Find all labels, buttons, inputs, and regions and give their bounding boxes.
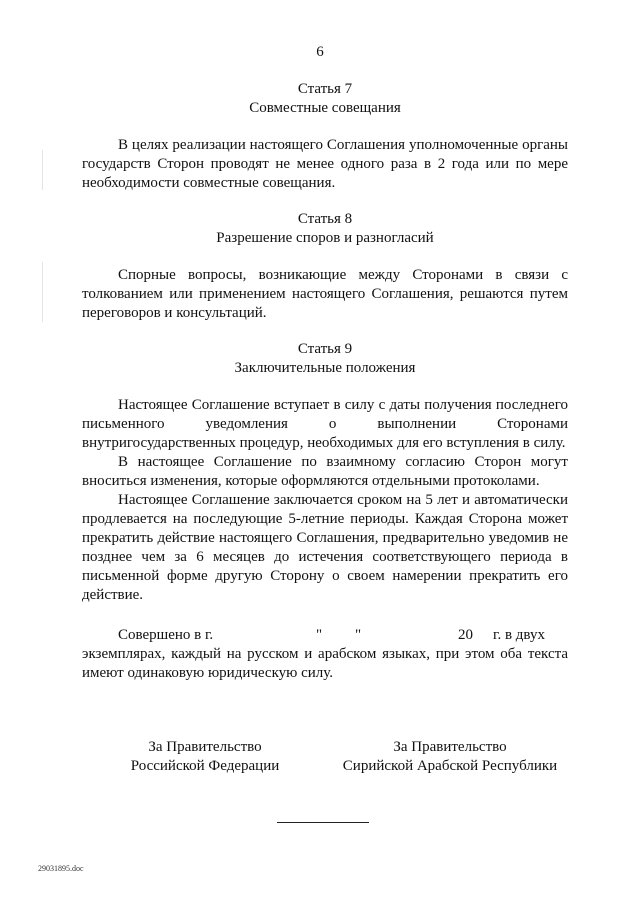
signature-line2: Сирийской Арабской Республики [342, 758, 558, 774]
completion-first-line [82, 626, 568, 645]
scan-margin-mark [42, 262, 43, 322]
signature-line1: За Правительство [148, 739, 262, 755]
signature-syria [330, 738, 570, 776]
article-9-heading [82, 340, 568, 378]
paragraph: В целях реализации настоящего Соглашения уполномоченные органы государств Сторон проводят не менее одного раза в 2 года или по мере необходимости совместные совещания. [82, 137, 568, 191]
paragraph: В настоящее Соглашение по взаимному согласию Сторон могут вноситься изменения, которые оформляются отдельными протоколами. [82, 454, 568, 489]
document-body [82, 80, 568, 683]
paragraph: Настоящее Соглашение вступает в силу с даты получения последнего письменного уведомления о выполнении Сторонами внутригосударственных процедур, необходимых для его вступления в силу. [82, 397, 568, 451]
article-7-heading [82, 80, 568, 118]
page-number: 6 [316, 44, 324, 60]
signature-russia [120, 738, 290, 776]
article-number: Статья 8 [297, 211, 353, 227]
document-file-code: 29031895.doc [38, 864, 84, 873]
scan-margin-mark [42, 150, 43, 190]
article-8-heading [82, 210, 568, 248]
completion-copies-text: г. в двух [493, 627, 545, 643]
article-title: Разрешение споров и разногласий [216, 230, 434, 246]
article-title: Совместные совещания [249, 100, 401, 116]
year-prefix: 20 [458, 627, 473, 643]
paragraph: Спорные вопросы, возникающие между Сторонами в связи с толкованием или применением настоящего Соглашения, решаются путем переговоров и консультаций. [82, 267, 568, 321]
close-quote: " [355, 627, 362, 643]
paragraph: Настоящее Соглашение заключается сроком на 5 лет и автоматически продлевается на последующие 5-летние периоды. Каждая Сторона может прекратить действие настоящего Соглашения, предварительно уведомив не позднее чем за 6 месяцев до истечения соответствующего периода в письменной форме другую Сторону о своем намерении прекратить его действие. [82, 492, 568, 603]
open-quote: " [316, 627, 323, 643]
completion-rest: экземплярах, каждый на русском и арабском языках, при этом оба текста имеют одинаковую юридическую силу. [82, 646, 568, 681]
signature-block [0, 738, 640, 778]
signature-line1: За Правительство [393, 739, 507, 755]
signature-line2: Российской Федерации [130, 758, 280, 774]
end-divider [277, 822, 369, 823]
article-number: Статья 7 [297, 81, 353, 97]
completion-place-text: Совершено в г. [118, 627, 214, 643]
article-title: Заключительные положения [234, 360, 416, 376]
article-number: Статья 9 [297, 341, 353, 357]
